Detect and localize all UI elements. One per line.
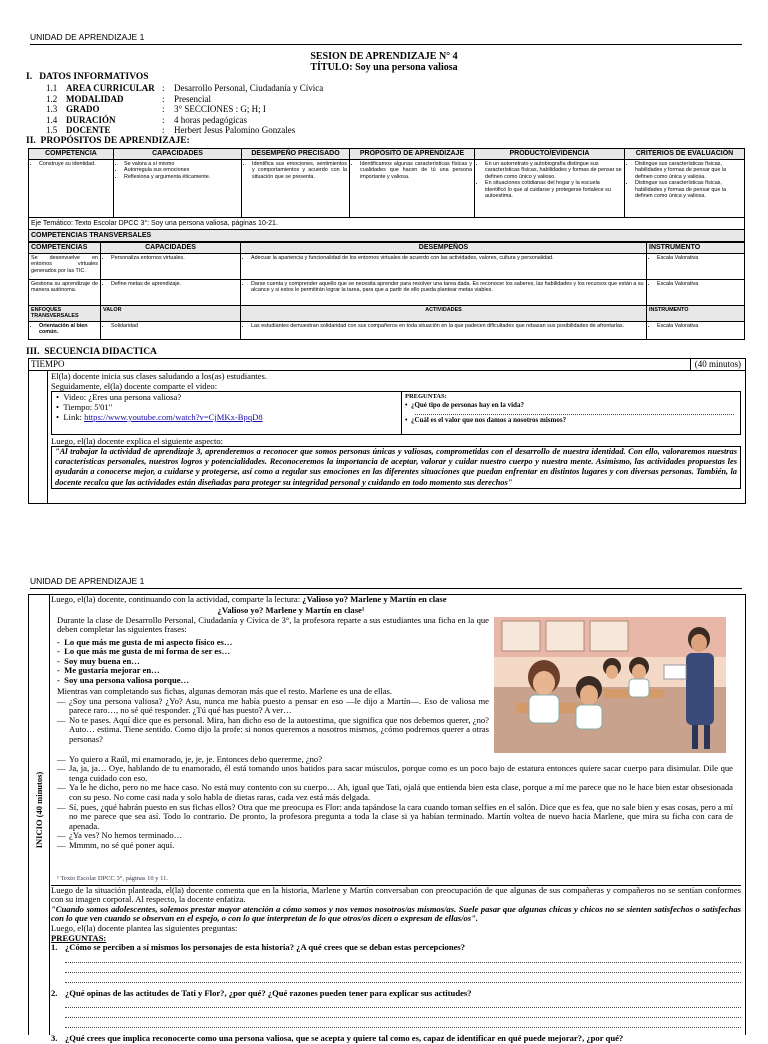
th-competencias: COMPETENCIAS (29, 243, 101, 254)
eje-tematico: Eje Temático: Texto Escolar DPCC 3°: Soy una persona valiosa, páginas 10-21. (29, 218, 745, 230)
cell-cap: • Define metas de aprendizaje. (101, 280, 241, 306)
cell-comp: Se desenvuelve en entornos virtuales generados por las TIC. (29, 254, 101, 280)
th-instrumento: INSTRUMENTO (647, 243, 745, 254)
after-text: Luego de la situación planteada, el(la) docente comenta que en la historia, Marlene y Martín conversaban con preocupación de que algunas de sus compañeras y compañeros no se sentían conformes con su imagen corporal. Al respecto, la docente enfatiza. (51, 884, 741, 905)
video-box (51, 391, 741, 435)
preguntas-label-2: PREGUNTAS: (51, 932, 107, 943)
info-row: 1.4 DURACIÓN : 4 horas pedagógicas (46, 114, 247, 125)
th-valor: VALOR (101, 306, 241, 322)
cell-desempeno: • Identifica sus emociones, sentimientos y comportamientos y acuerdo con la situación que se presenta. (242, 160, 350, 218)
answer-line (65, 1008, 741, 1018)
answer-line (65, 998, 741, 1008)
th-capacidades2: CAPACIDADES (101, 243, 241, 254)
inicio-box (28, 594, 746, 1044)
quote-box: "Al trabajar la actividad de aprendizaje 3, aprenderemos a reconocer que somos personas únicas y valiosas, comprometidas con el desarrollo de nuestra identidad. Con ello, valoraremos nuestras características personales, nuestros logros y potencialidades. Reconoceremos la importancia de aceptar, valorar y cuidar nuestro cuerpo y nuestra mente. Asimismo, las actividades propuestas les ayudarán a conocerse mejor, a cuidarse y protegerse, así como a regular sus emociones en las diferentes situaciones que puedan enfrentar en distintos lugares y con diversas personas. También, la docente recalca que las actividades están diseñadas para proteger su integridad personal y cuidando en todo momento sus derechos" (51, 446, 741, 489)
unit-header-2: UNIDAD DE APRENDIZAJE 1 (30, 576, 742, 589)
transversales-table (28, 242, 745, 340)
th-capacidades: CAPACIDADES (114, 149, 242, 160)
cell-instrumento: • Escala Valorativa (647, 321, 745, 339)
info-list (46, 83, 546, 136)
cell-comp: Gestiona su aprendizaje de manera autónoma. (29, 280, 101, 306)
cell-actividad: • Las estudiantes demuestran solidaridad con sus compañeros en toda situación en la que padecen dificultades que rebasan sus posibilidades de afrontarlas. (241, 321, 647, 339)
cell-criterios: • Distingue sus características físicas, habilidades y formas de pensar que la definen como única y valiosa. • Distingue sus características físicas, habilidades y formas de pensar que la definen como única y valiosa. (625, 160, 745, 218)
info-row: 1.1 AREA CURRICULAR : Desarrollo Personal, Ciudadanía y Cívica (46, 83, 324, 93)
dialogue-b: — Yo quiero a Raúl, mi enamorado, je, je, je. Entonces debo quererme, ¿no? — Ja, ja, ja… Oye, hablando de tu enamorado, él está tomando unos batidos para sacar músculos, porque como es un poco bajo de estatura entonces quiere sacar cuerpo para disimular. Dile que tenga cuidado con eso. — Ya le he dicho, pero no me hace caso. No está muy contento con su cuerpo… Ah, igual que Tati, ojalá que entienda bien esta clase, porque a mí me parece que no le hace bien estar obsesionada con su peso. No come casi nada y solo habla de dietas raras, cada vez está más delgada. — Sí, pues, ¿qué habrán puesto en sus fichas ellos? Otra que me preocupa es Flor: anda tapándose la cara cuando toman selfies en el salón. Dice que es fea, que no sale bien y esas cosas, pero a mí no me parece que sea así. Todo lo contrario. De pronto, la profesora pregunta a toda la clase si ya habían terminado. Martín voltea de nuevo hacia Marlene, que mira su ficha con cara de apenada. — ¿Ya ves? No hemos terminado… — Mmmm, no sé qué poner aquí. (57, 753, 733, 850)
page-2 (0, 540, 768, 1044)
unit-header: UNIDAD DE APRENDIZAJE 1 (30, 32, 742, 45)
section-propositos: II. PROPÓSITOS DE APRENDIZAJE: (26, 136, 190, 146)
section-secuencia: III. SECUENCIA DIDACTICA (26, 347, 157, 357)
reading-area (51, 605, 741, 886)
inicio-content: Luego, el(la) docente, continuando con la actividad, comparte la lectura: ¿Valioso yo? Marlene y Martín en clase ¿Valioso yo? Marlene y Martín en clase¹ Durante la clase de Desarrollo Personal, Ciudadanía y Cívica de 3°, la profesora reparte a sus estudiantes una ficha en la que deben completar las siguientes frases: - Lo que más me gusta de mi aspecto físico es… - Lo que más me gusta de mi forma de ser es… - Soy muy buena en… - Me gustaría mejorar en… - Soy una persona valiosa porque… Mientras van completando sus fichas, algunas demoran más que el resto. Marlene es una de ellas. — ¿Soy una persona valiosa? ¿Yo? Asu, nunca me había puesto a pensar en eso —le dijo a Martín—. Eso de valiosa me parece raro…, no sé qué responder. ¿Tú qué has puesto? A ver… — No te pases. Aquí dice que es personal. Mira, han dicho eso de la autoestima, que significa que nos debemos querer, ¿no? Auto… estima. Tiene sentido. Como dijo la profe: si nonos queremos a nosotros mismos, ¿cómo podremos querer a otras personas? — Yo quiero a Raúl, mi enamorado, je, je, je. Entonces debo quererme, ¿no? — Ja, ja, ja… Oye, hablando de tu enamorado, él está tomando unos batidos para sacar músculos, porque como es un poco bajo de estatura entonces quiere sacar cuerpo para disimular. Dile que tenga cuidado con eso. — Ya le he dicho, pero no me hace caso. No está muy contento con su cuerpo… Ah, igual que Tati, ojalá que entienda bien esta clase, porque a mí me parece que no le hace bien estar obsesionada con su peso. No come casi nada y solo habla de dietas raras, cada vez está más delgada. — Sí, pues, ¿qué habrán puesto en sus fichas ellos? Otra que me preocupa es Flor: anda tapándose la cara cuando toman selfies en el salón. Dice que es fea, que no sale bien y esas cosas, pero a mí no me parece que sea así. Todo lo contrario. De pronto, la profesora pregunta a toda la clase si ya habían terminado. Martín voltea de nuevo hacia Marlene, que mira su ficha con cara de apenada. — ¿Ya ves? No hemos terminado… — Mmmm, no sé qué poner aquí. ¹ Texto Escolar DPCC 3°, páginas 10 y 11. Luego de la situación planteada, el(la) docente comenta que en la historia, Marlene y Martín conversaban con preocupación de que algunas de sus compañeras y compañeros no se sentían conformes con su imagen corporal. Al respecto, la docente enfatiza. "Cuando somos adolescentes, solemos prestar mayor atención a cómo somos y nos vemos nosotros/as mismos/as. Suele pasar que algunas chicas y chicos no se sienten satisfechos o satisfechas con lo que ven cuando se observan en el espejo, o con lo que interpretan de lo que otros/os dicen o expresan de ellas/os". Luego, el(la) docente plantea las siguientes preguntas: PREGUNTAS: 1. ¿Cómo se perciben a sí mismos los personajes de esta historia? ¿A qué crees que se deban estas percepciones? 2. ¿Qué opinas de las actitudes de Tati y Flor?, ¿por qué? ¿Qué razones pueden tener para explicar sus actitudes? 3. ¿Qué crees que implica reconocerte como una persona valiosa, que se acepta y quiere tal como es, capaz de identificar en qué puede mejorar?, ¿por qué? (51, 594, 741, 1044)
side-column (29, 371, 48, 503)
section-datos: I. DATOS INFORMATIVOS (26, 72, 149, 82)
dialogue-a: — ¿Soy una persona valiosa? ¿Yo? Asu, nunca me había puesto a pensar en eso —le dijo a Martín—. Eso de valiosa me parece raro…, no sé qué responder. ¿Tú qué has puesto? A ver… — No te pases. Aquí dice que es personal. Mira, han dicho eso de la autoestima, que significa que nos debemos querer, ¿no? Auto… estima. Tiene sentido. Como dijo la profe: si nonos queremos a nosotros mismos, ¿cómo podremos querer a otras personas? (57, 695, 489, 744)
cell-ins: • Escala Valorativa (647, 254, 745, 280)
after-quote: "Cuando somos adolescentes, solemos prestar mayor atención a cómo somos y nos vemos nosotros/as mismos/as. Suele pasar que algunas chicas y chicos no se sienten satisfechos o satisfechas con lo que ven cuando se observan en el espejo, o con lo que interpretan de lo que otros/os dicen o expresan de ellas/os". (51, 903, 741, 924)
th-instrumento2: INSTRUMENTO (647, 306, 745, 322)
cell-des: • Adecuar la apariencia y funcionalidad de los entornos virtuales de acuerdo con las actividades, valores, cultura y personalidad. (241, 254, 647, 280)
th-desempenos: DESEMPEÑOS (241, 243, 647, 254)
th-actividades: ACTIVIDADES (241, 306, 647, 322)
cell-producto: • En un autorretrato y autobiografía distingue sus características físicas, habilidades y formas de pensar se definen como único y valioso. • En situaciones cotidianas del hogar y la escuela identificó lo que al cuidarse y protegerse fortalece su autoestima. (475, 160, 625, 218)
secuencia-content: El(la) docente inicia sus clases saludando a los(as) estudiantes. Seguidamente, el(la) docente comparte el video: • Video: ¿Eres una persona valiosa? • Tiempo: 5'01" • Link: https://www.youtube.com/watch?v=CjMKx-BpqD8 PREGUNTAS: • ¿Qué tipo de personas hay en la vida? • ¿Cuál es el valor que nos damos a nosotros mismos? Luego, el(la) docente explica el siguiente aspecto: "Al trabajar la actividad de aprendizaje 3, aprenderemos a reconocer que somos personas únicas y valiosas, comprometidas con el desarrollo de nuestra identidad. Con ello, valoraremos nuestras características personales, nuestros logros y potencialidades. Reconoceremos la importancia de aceptar, valorar y cuidar nuestro cuerpo y nuestra mente. Asimismo, las actividades propuestas les ayudarán a conocerse mejor, a cuidarse y protegerse, así como a regular sus emociones en las diferentes situaciones que puedan enfrentar en distintos lugares y con diversas personas. También, la docente recalca que las actividades están diseñadas para proteger su integridad personal y cuidando en todo momento sus derechos" (51, 371, 741, 489)
th-criterios: CRITERIOS DE EVALUACIÓN (625, 149, 745, 160)
cell-capacidades: • Se valora a sí mismo • Autorregula sus emociones • Reflexiona y argumenta éticamente. (114, 160, 242, 218)
th-desempeno: DESEMPEÑO PRECISADO (242, 149, 350, 160)
propositos-table (28, 148, 745, 242)
side-column-2 (29, 595, 50, 1035)
cell-enfoque: • Orientación al bien común. (29, 321, 101, 339)
preguntas-box: PREGUNTAS: • ¿Qué tipo de personas hay en la vida? • ¿Cuál es el valor que nos damos a nosotros mismos? (402, 392, 740, 434)
questions-list: 1. ¿Cómo se perciben a sí mismos los personajes de esta historia? ¿A qué crees que se deban estas percepciones? 2. ¿Qué opinas de las actitudes de Tati y Flor?, ¿por qué? ¿Qué razones pueden tener para explicar sus actitudes? 3. ¿Qué crees que implica reconocerte como una persona valiosa, que se acepta y quiere tal como es, capaz de identificar en qué puede mejorar?, ¿por qué? (51, 943, 741, 1044)
video-link[interactable]: https://www.youtube.com/watch?v=CjMKx-BpqD8 (84, 412, 263, 422)
answer-line (415, 410, 734, 415)
th-producto: PRODUCTO/EVIDENCIA (475, 149, 625, 160)
answer-line (65, 1018, 741, 1028)
th-competencia: COMPETENCIA (29, 149, 114, 160)
footnote: ¹ Texto Escolar DPCC 3°, páginas 10 y 11. (57, 874, 168, 882)
cell-valor: • Solidaridad (101, 321, 241, 339)
classroom-image (494, 617, 726, 753)
th-proposito: PROPÓSITO DE APRENDIZAJE (350, 149, 475, 160)
inicio-label: INICIO (40 minutos) (34, 771, 44, 849)
cell-competencia: • Construye su identidad. (29, 160, 114, 218)
th-enfoques: ENFOQUES TRANSVERSALES (29, 306, 101, 322)
info-row: 1.2 MODALIDAD : Presencial (46, 93, 211, 104)
cell-ins: • Escala Valorativa (647, 280, 745, 306)
info-row: 1.3 GRADO : 3° SECCIONES : G; H; I (46, 104, 266, 115)
reading-p2: Mientras van completando sus fichas, algunas demoran más que el resto. Marlene es una de ellas. (57, 685, 393, 696)
video-info: • Video: ¿Eres una persona valiosa? • Tiempo: 5'01" • Link: https://www.youtube.com/watch?v=CjMKx-BpqD8 (52, 392, 402, 434)
transversales-title: COMPETENCIAS TRANSVERSALES (29, 230, 745, 242)
frases-list: - Lo que más me gusta de mi aspecto físico es… - Lo que más me gusta de mi forma de ser es… - Soy muy buena en… - Me gustaría mejorar en… - Soy una persona valiosa porque… (57, 636, 233, 685)
cell-des: • Darse cuenta y comprender aquello que se necesita aprender para resolver una tarea dada. Es reconocer los saberes, las habilidades y los recursos que están a su alcance y si estos le permitirán lograr la tarea, para que a partir de ello pueda plantear metas viables. (241, 280, 647, 306)
info-row: 1.5 DOCENTE : Herbert Jesus Palomino Gonzales (46, 125, 296, 136)
reading-title: ¿Valioso yo? Marlene y Martín en clase¹ (217, 604, 365, 615)
secuencia-box (28, 358, 746, 504)
answer-line (65, 973, 741, 983)
session-subtitle: TÍTULO: Soy una persona valiosa (310, 62, 458, 73)
reading-intro: Durante la clase de Desarrollo Personal, Ciudadanía y Cívica de 3°, la profesora reparte a sus estudiantes una ficha en la que deben completar las siguientes frases: (57, 614, 489, 635)
cell-cap: • Personaliza entornos virtuales. (101, 254, 241, 280)
tiempo-row: TIEMPO (40 minutos) (29, 359, 745, 371)
session-title: SESION DE APRENDIZAJE N° 4 (310, 51, 458, 62)
classroom-illustration (494, 617, 726, 753)
cell-proposito: • Identificamos algunas características físicas y cualidades que hacen de tú una persona importante y valiosa. (350, 160, 475, 218)
answer-line (65, 953, 741, 963)
answer-line (65, 963, 741, 973)
